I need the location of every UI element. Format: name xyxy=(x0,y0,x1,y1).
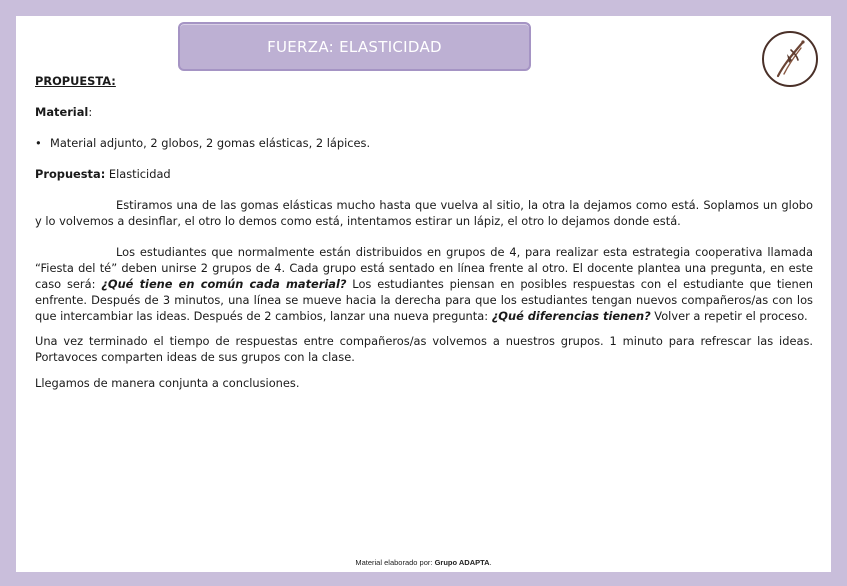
page-title-text: FUERZA: ELASTICIDAD xyxy=(267,37,442,56)
footer-credit xyxy=(16,558,831,567)
footer-prefix: Material elaborado por: xyxy=(355,558,435,567)
propuesta-line xyxy=(35,166,813,182)
propuesta-heading: PROPUESTA: xyxy=(35,74,116,88)
question-2: ¿Qué diferencias tienen? xyxy=(491,309,651,323)
paragraph-1: Estiramos una de las gomas elásticas mucho hasta que vuelva al sitio, la otra la dejamos como está. Soplamos un globo y lo volvemos a desinflar, el otro lo demos como está, intentamos estirar un lápiz, el otro lo dejamos donde está. xyxy=(35,198,813,228)
material-item-text: Material adjunto, 2 globos, 2 gomas elásticas, 2 lápices. xyxy=(50,136,371,150)
document-body xyxy=(35,73,813,391)
footer-suffix: . xyxy=(489,558,492,567)
paragraph-2 xyxy=(35,244,813,324)
bullet-icon: • xyxy=(35,136,42,150)
material-heading: Material xyxy=(35,105,89,119)
paragraph-3: Una vez terminado el tiempo de respuestas entre compañeros/as volvemos a nuestros grupos. 1 minuto para refrescar las ideas. Portavoces comparten ideas de sus grupos con la clase. xyxy=(35,334,813,364)
propuesta-label: Propuesta: xyxy=(35,167,106,181)
paragraph-2-part-2: Los estudiantes piensan en posibles respuestas con el estudiante que tienen enfrente. Después de 3 minutos, una línea se mueve hacia la derecha para que los estudiantes tengan nuevos compañeros/as con los que intercambiar las ideas. Después de 2 cambios, lanzar una nueva pregunta: xyxy=(35,277,814,323)
paragraph-4: Llegamos de manera conjunta a conclusiones. xyxy=(35,376,300,390)
propuesta-value: Elasticidad xyxy=(108,167,171,181)
paragraph-2-part-3: Volver a repetir el proceso. xyxy=(650,309,808,323)
list-item xyxy=(35,135,813,151)
footer-author: Grupo ADAPTA xyxy=(434,558,490,567)
material-heading-colon: : xyxy=(88,105,93,119)
page-title xyxy=(178,22,531,71)
question-1: ¿Qué tiene en común cada material? xyxy=(101,277,347,291)
material-heading-line xyxy=(35,104,813,120)
document-page xyxy=(16,16,831,572)
paragraph-2-part-1: Los estudiantes que normalmente están distribuidos en grupos de 4, para realizar esta estrategia cooperativa llamada “Fiesta del té” deben unirse 2 grupos de 4. Cada grupo está sentado en línea frente al otro. El docente plantea una pregunta, en este caso será: xyxy=(35,245,813,291)
